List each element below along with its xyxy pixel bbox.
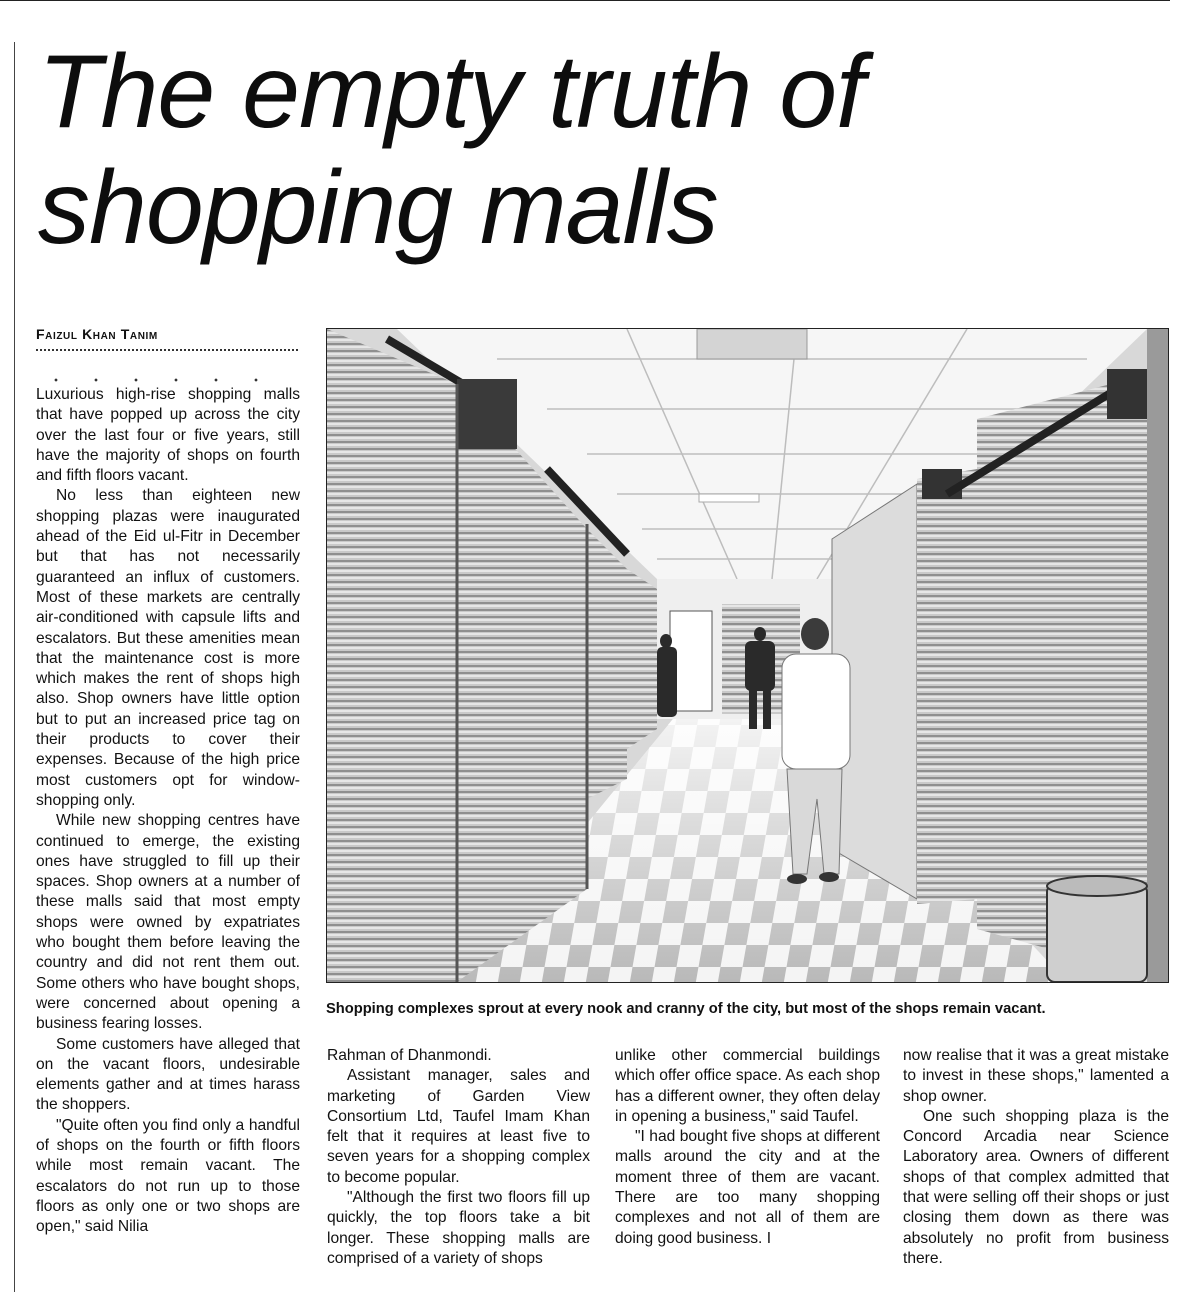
paragraph: now realise that it was a great mistake to invest in these shops," lamented a shop owner. [903,1047,1169,1105]
text-column-2 [327,1046,590,1269]
text-column-1 [36,385,300,1237]
mall-corridor-photo [326,328,1169,983]
headline-line-1: The empty truth of [38,34,864,150]
headline-line-2: shopping malls [38,150,718,266]
paragraph: Some customers have alleged that on the vacant floors, undesirable elements gather and at times harass the shoppers. [36,1035,300,1114]
column-rule [14,42,15,1292]
top-rule [0,0,1170,1]
headline [38,34,1158,266]
paragraph: unlike other commercial buildings which offer office space. As each shop has a different owner, they often delay in opening a business," said Taufel. [615,1047,880,1125]
byline-divider [36,349,298,351]
byline-divider-dots [36,377,286,383]
text-column-4 [903,1046,1169,1269]
paragraph: No less than eighteen new shopping plazas were inaugurated ahead of the Eid ul-Fitr in December but that has not necessarily guaranteed an influx of customers. Most of these markets are centrally air-conditioned with capsule lifts and escalators. But these amenities mean that the maintenance cost is more which makes the rent of shops high also. Shop owners have little option but to put an increased price tag on their products to cover their expenses. Because of the high price most customers opt for window-shopping only. [36,487,300,809]
photo-caption: Shopping complexes sprout at every nook and cranny of the city, but most of the shops remain vacant. [326,1001,1046,1017]
paragraph: One such shopping plaza is the Concord Arcadia near Science Laboratory area. Owners of different shops of that complex admitted that that were selling off their shops or just closing them down as there was absolutely no profit from business there. [903,1107,1169,1267]
byline: Faizul Khan Tanim [36,326,158,342]
paragraph: Rahman of Dhanmondi. [327,1047,492,1064]
paragraph: Luxurious high-rise shopping malls that have popped up across the city over the last four or five years, still have the majority of shops on fourth and fifth floors vacant. [36,386,300,485]
text-column-3 [615,1046,880,1249]
paragraph: "Quite often you find only a handful of shops on the fourth or fifth floors while most remain vacant. The escalators do not run up to those floors as only one or two shops are open," said Nilia [36,1116,300,1236]
paragraph: "I had bought five shops at different malls around the city and at the moment three of them are vacant. There are too many shopping complexes and not all of them are doing good business. I [615,1128,880,1247]
paragraph: "Although the first two floors fill up quickly, the top floors take a bit longer. These shopping malls are comprised of a variety of shops [327,1189,590,1267]
paragraph: Assistant manager, sales and marketing of Garden View Consortium Ltd, Taufel Imam Khan felt that it requires at least five to seven years for a shopping complex to become popular. [327,1067,590,1186]
paragraph: While new shopping centres have continued to emerge, the existing ones have struggled to fill up their spaces. Shop owners at a number of these malls said that most empty shops were owned by expatriates who bought them before leaving the country and did not rent them out. Some others who have bought shops, were concerned about opening a business fearing losses. [36,812,300,1033]
